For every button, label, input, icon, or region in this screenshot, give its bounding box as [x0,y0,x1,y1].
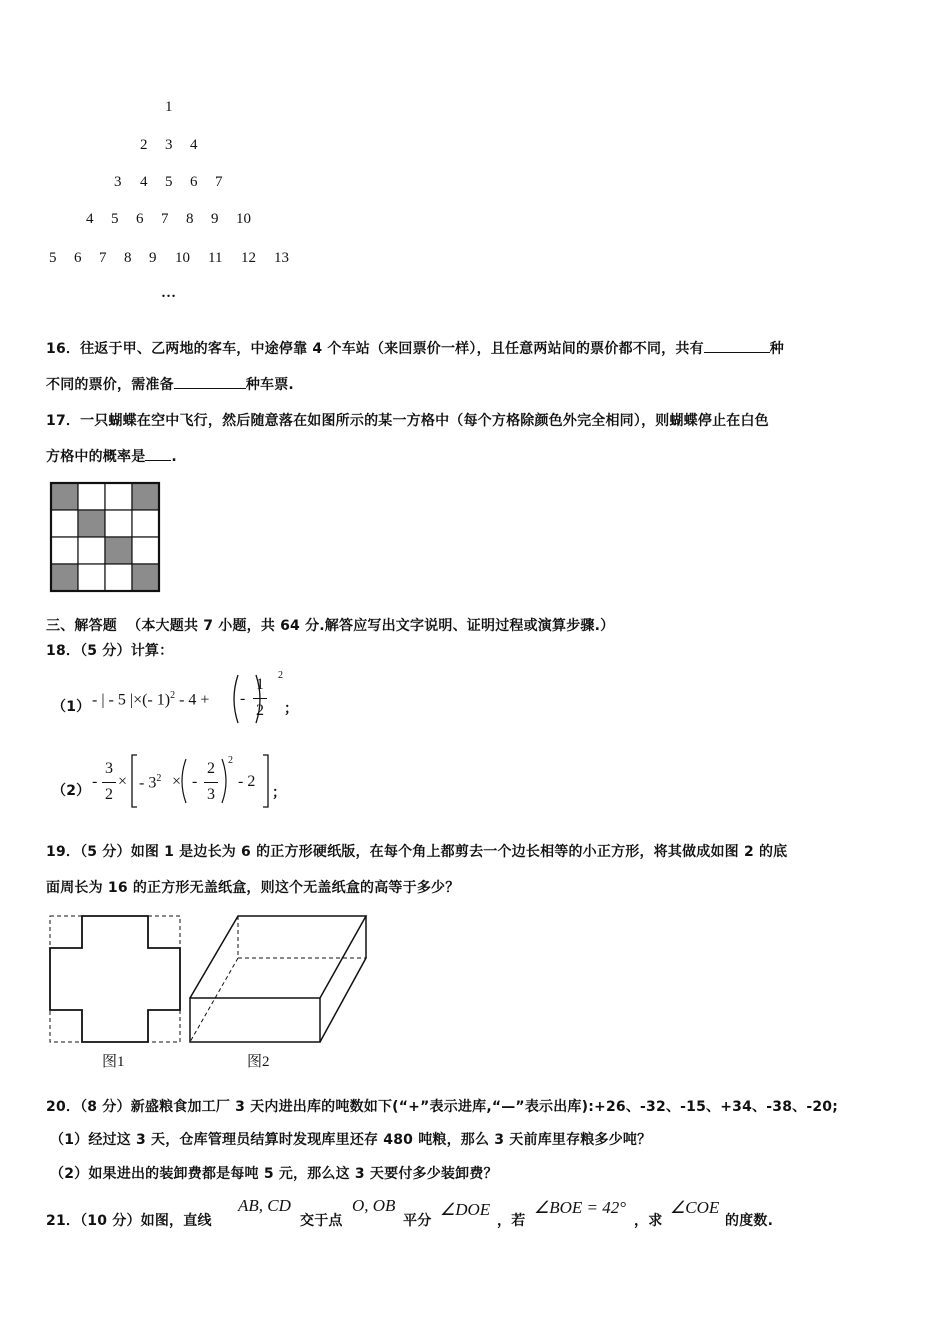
q18-p1-pexp: 2 [278,670,283,681]
q16-text1-end: 种 [769,341,784,357]
fig1-net [50,916,180,1042]
q17-line1: 17．一只蝴蝶在空中飞行，然后随意落在如图所示的某一方格中（每个方格除颜色外完全相同），则蝴蝶停止在白色 [46,413,769,429]
q16-text2a: 不同的票价，需准备 [46,377,174,393]
tri-cell: 4 [190,137,198,153]
tri-cell: 5 [111,211,119,227]
section3-title: 三、解答题 [46,618,117,634]
tri-ellipsis: … [161,285,176,301]
tri-cell: 6 [74,250,82,266]
tri-cell: 13 [274,250,289,266]
q21-math-angle2: ∠BOE = 42° [534,1198,627,1217]
q18-p2-pexp: 2 [228,755,233,766]
q18-p1-b: - 4 + [175,691,210,709]
fig2-box [190,916,366,1042]
q18-p1-label: （1） [52,699,91,715]
fig2-caption: 图2 [247,1054,270,1070]
q18-p2-end: ； [272,785,287,801]
q21-text-b: 交于点 [300,1213,343,1229]
q19-figures [46,912,376,1046]
q19-line2: 面周长为 16 的正方形无盖纸盒，则这个无盖纸盒的高等于多少？ [46,880,460,896]
q18-p2-fracbar2 [204,782,218,783]
tri-cell: 9 [149,250,157,266]
q18-p1-minus: - [240,690,246,707]
q18-p2-inner [139,773,161,792]
tri-cell: 11 [208,250,223,266]
q18-p2-den2: 3 [207,786,215,803]
q18-p2-fracbar [102,782,116,783]
q21-text-f: 的度数. [725,1213,774,1229]
q17-line2 [46,446,177,466]
q17-text2-end: . [171,449,177,465]
tri-cell: 10 [175,250,190,266]
q21-math-angle1: ∠DOE [440,1200,491,1219]
grid-cell-white [105,510,132,537]
grid-cell-white [132,537,159,564]
grid-cell-white [78,564,105,591]
q16-blank1 [704,338,770,353]
q18-p2-minus: - [92,773,98,790]
q16-text1: 16．往返于甲、乙两地的客车，中途停靠 4 个车站（来回票价一样），且任意两站间的票价都不同，共有 [46,341,704,357]
q18-p1-end: ； [284,701,299,717]
q17-grid-figure [48,480,162,596]
tri-cell: 10 [236,211,251,227]
grid-cell-white [78,483,105,510]
q20-line1: 20．（8 分）新盛粮食加工厂 3 天内进出库的吨数如下(“+”表示进库,“—”表示出库):+26、-32、-15、+34、-38、-20; [46,1099,839,1115]
section3-heading [46,615,614,635]
q19-line1: 19．（5 分）如图 1 是边长为 6 的正方形硬纸版，在每个角上都剪去一个边长相等的小正方形，将其做成如图 2 的底 [46,844,788,860]
q18-p2-minus2: - [192,773,198,790]
q21-text-d: ，若 [497,1213,526,1229]
grid-cell-dark [51,483,78,510]
section3-desc: （本大题共 7 小题，共 64 分.解答应写出文字说明、证明过程或演算步骤.） [127,618,615,634]
q17-blank [145,446,171,461]
tri-cell: 5 [165,174,173,190]
q18-p2-times2: × [172,773,182,790]
q18-p1-expr-a [92,690,209,709]
q21-math-lines: AB, CD [238,1196,291,1215]
tri-cell: 7 [99,250,107,266]
grid-cell-dark [78,510,105,537]
tri-cell: 7 [215,174,223,190]
grid-cell-white [105,564,132,591]
q18-head: 18．（5 分）计算： [46,643,174,659]
q18-p2-num: 3 [105,760,113,777]
q16-text2b: 种车票. [245,377,294,393]
q18-p2-den: 2 [105,786,113,803]
q16-blank2 [174,374,246,389]
grid-cell-white [51,510,78,537]
q18-p2-label: （2） [52,783,91,799]
tri-cell: 4 [86,211,94,227]
grid-cell-white [51,537,78,564]
grid-cell-dark [132,564,159,591]
q18-p1-exp: 2 [170,690,176,701]
tri-cell: 12 [241,250,256,266]
q18-p2-inner-exp: 2 [156,773,162,784]
grid-cell-dark [105,537,132,564]
tri-cell: 1 [165,99,173,115]
q18-p2-num2: 2 [207,760,215,777]
tri-cell: 2 [140,137,148,153]
q21-text-c: 平分 [403,1213,432,1229]
q18-p1-fracbar [253,698,267,699]
tri-cell: 8 [124,250,132,266]
q21-text-e: ，求 [634,1213,663,1229]
q21-math-angle3: ∠COE [670,1198,720,1217]
tri-cell: 3 [165,137,173,153]
grid-cell-white [105,483,132,510]
q18-p1-den: 2 [256,702,264,719]
q21-math-point: O, OB [352,1196,396,1215]
q16-line2 [46,374,294,394]
grid-cell-white [132,510,159,537]
tri-cell: 7 [161,211,169,227]
tri-cell: 8 [186,211,194,227]
q17-text2: 方格中的概率是 [46,449,146,465]
q18-p2-times: × [118,773,128,790]
tri-cell: 9 [211,211,219,227]
grid-cell-dark [51,564,78,591]
q20-line2: （1）经过这 3 天，仓库管理员结算时发现库里还存 480 吨粮，那么 3 天前库里存粮多少吨？ [50,1132,652,1148]
q18-p2-inner-text: - 3 [139,774,157,792]
tri-cell: 4 [140,174,148,190]
tri-cell: 6 [190,174,198,190]
q18-p1-a: - | - 5 |×(- 1) [92,691,171,709]
grid-cell-white [78,537,105,564]
q16-line1 [46,338,784,358]
tri-cell: 6 [136,211,144,227]
q21-text-a: 21．（10 分）如图，直线 [46,1213,212,1229]
tri-cell: 5 [49,250,57,266]
tri-cell: 3 [114,174,122,190]
fig1-caption: 图1 [102,1054,125,1070]
q20-line3: （2）如果进出的装卸费都是每吨 5 元，那么这 3 天要付多少装卸费？ [50,1166,498,1182]
q18-p2-tail: - 2 [238,773,256,790]
q18-p1-num: 1 [256,676,264,693]
grid-cell-dark [132,483,159,510]
